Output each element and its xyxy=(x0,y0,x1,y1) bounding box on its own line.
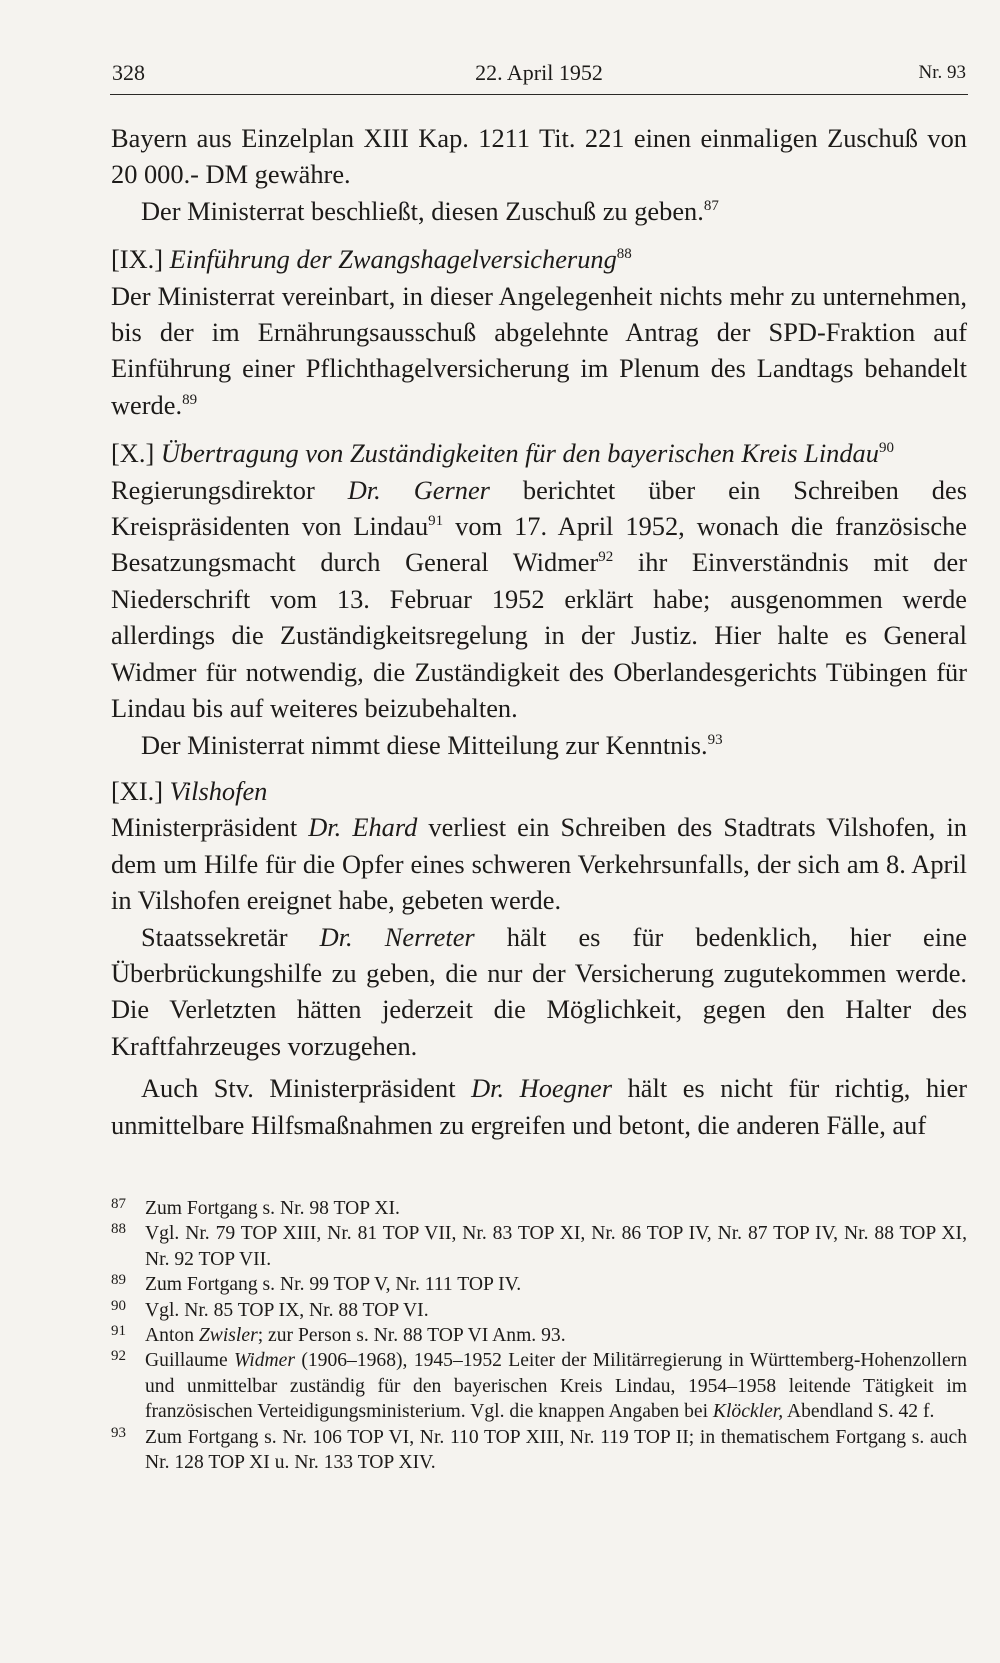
section-title: Vilshofen xyxy=(169,775,268,806)
section-label: [X.] xyxy=(111,438,155,469)
footnote-number: 87 xyxy=(111,1196,126,1212)
text-run: ihr Einverständnis mit der Niederschrift vom 13. Februar 1952 erklärt habe; ausgenommen werde allerdings die Zuständigkeitsregelung in der Justiz. Hier halte es General Widmer für notwendig, die Zuständigkeit des Oberlandesgerichts Tübingen für Lindau bis auf weiteres beizubehalten. xyxy=(111,547,967,724)
paragraph xyxy=(111,727,967,763)
footnote xyxy=(111,1272,967,1297)
footnote-text: Anton xyxy=(145,1325,199,1347)
footnote xyxy=(111,1348,967,1424)
footnote-name: Zwisler xyxy=(198,1325,258,1347)
section-title: Einführung der Zwangshagelversicherung xyxy=(169,244,617,275)
footnote-ref[interactable]: 92 xyxy=(598,549,614,566)
person-name: Gerner xyxy=(413,474,490,505)
text-run: Auch Stv. Ministerpräsident xyxy=(141,1073,472,1104)
footnote-ref[interactable]: 87 xyxy=(703,197,719,214)
paragraph xyxy=(111,472,967,727)
paragraph-text: Bayern aus Einzelplan XIII Kap. 1211 Tit. 221 einen einmaligen Zuschuß von 20 000.- DM gewähre. xyxy=(111,123,967,190)
section-heading-xi xyxy=(111,773,967,809)
text-run: vom 17. April 1952, wonach die französische Besatzungsmacht durch General Widmer xyxy=(111,511,967,578)
footnote-ref[interactable]: 91 xyxy=(428,513,444,530)
footnote-ref[interactable]: 88 xyxy=(616,246,632,263)
footnote-text: Zum Fortgang s. Nr. 98 TOP XI. xyxy=(145,1198,400,1219)
footnote-ref[interactable]: 89 xyxy=(182,391,198,408)
person-title: Dr. xyxy=(471,1073,505,1104)
footnote xyxy=(111,1196,967,1221)
footnote-number: 89 xyxy=(111,1272,126,1289)
header-rule xyxy=(110,94,968,95)
section-heading-x xyxy=(111,435,967,471)
footnotes xyxy=(111,1196,967,1475)
paragraph xyxy=(111,120,967,193)
page-number: 328 xyxy=(112,60,145,85)
footnote-number: 90 xyxy=(111,1297,126,1314)
footnote-text: Vgl. Nr. 79 TOP XIII, Nr. 81 TOP VII, Nr. 83 TOP XI, Nr. 86 TOP IV, Nr. 87 TOP IV, Nr. 88 TOP XI, Nr. 92 TOP VII. xyxy=(145,1223,967,1270)
footnote-text: Vgl. Nr. 85 TOP IX, Nr. 88 TOP VI. xyxy=(145,1299,429,1321)
footnote-text: Zum Fortgang s. Nr. 99 TOP V, Nr. 111 TOP IV. xyxy=(145,1274,522,1296)
paragraph xyxy=(111,278,967,424)
section-title: Übertragung von Zuständigkeiten für den bayerischen Kreis Lindau xyxy=(160,438,879,469)
footnote xyxy=(111,1323,967,1348)
footnote-text: ; zur Person s. Nr. 88 TOP VI Anm. 93. xyxy=(257,1325,566,1347)
text-run: Staatssekretär xyxy=(141,921,320,952)
paragraph xyxy=(111,809,967,918)
header-date: 22. April 1952 xyxy=(475,60,603,85)
paragraph-text: Der Ministerrat vereinbart, in dieser Angelegenheit nichts mehr zu unternehmen, bis der im Ernährungsausschuß abgelehnte Antrag der SPD-Fraktion auf Einführung einer Pflichthagelversicherung im Plenum des Landtags behandelt werde. xyxy=(111,280,967,420)
footnote-ref[interactable]: 93 xyxy=(707,731,723,748)
page-header xyxy=(112,56,966,92)
person-name: Ehard xyxy=(352,812,418,843)
paragraph-text: Der Ministerrat beschließt, diesen Zuschuß zu geben. xyxy=(141,195,704,226)
footnote-text: Abendland S. 42 f. xyxy=(783,1401,935,1423)
text-run: berichtet über ein Schreiben des Kreispräsidenten von Lindau xyxy=(111,474,967,542)
section-label: [IX.] xyxy=(111,244,164,275)
footnote-number: 91 xyxy=(111,1323,126,1340)
footnote-ref[interactable]: 90 xyxy=(878,440,894,457)
footnote xyxy=(111,1298,967,1323)
text-run: verliest ein Schreiben des Stadtrats Vilshofen, in dem um Hilfe für die Opfer eines schweren Verkehrsunfalls, der sich am 8. April in Vilshofen ereignet habe, gebeten werde. xyxy=(111,812,967,916)
footnote-name: Klöckler, xyxy=(712,1401,784,1423)
person-title: Dr. xyxy=(347,474,381,505)
footnote xyxy=(111,1221,967,1272)
footnote-text: Zum Fortgang s. Nr. 106 TOP VI, Nr. 110 TOP XIII, Nr. 119 TOP II; in thematischem Fortgang s. auch Nr. 128 TOP XI u. Nr. 133 TOP XIV. xyxy=(145,1426,967,1474)
paragraph xyxy=(111,193,967,229)
footnote-number: 93 xyxy=(111,1424,126,1441)
person-name: Nerreter xyxy=(384,921,475,952)
person-title: Dr. xyxy=(308,812,342,843)
section-heading-ix xyxy=(111,241,967,277)
issue-number: Nr. 93 xyxy=(918,62,966,83)
paragraph xyxy=(111,1070,967,1143)
body-text xyxy=(111,120,967,1143)
footnote-text: Guillaume xyxy=(145,1350,235,1372)
text-run: Regierungsdirektor xyxy=(111,474,348,505)
person-name: Hoegner xyxy=(519,1073,613,1104)
footnote-number: 92 xyxy=(111,1348,126,1365)
footnote xyxy=(111,1425,967,1476)
text-run: hält es für bedenklich, hier eine Überbrückungshilfe zu geben, die nur der Versicherung zugutekommen werde. Die Verletzten hätten jederzeit die Möglichkeit, gegen den Halter des Kraftfahrzeuges vorzugehen. xyxy=(111,921,967,1061)
paragraph xyxy=(111,919,967,1065)
footnote-number: 88 xyxy=(111,1221,126,1238)
footnote-text: (1906–1968), 1945–1952 Leiter der Militärregierung in Württemberg-Hohenzollern und unmittelbar zuständig für den bayerischen Kreis Lindau, 1954–1958 leitende Tätigkeit im französischen Verteidigungsministerium. Vgl. die knappen Angaben bei xyxy=(145,1350,967,1423)
text-run: hält es nicht für richtig, hier unmittelbare Hilfsmaßnahmen zu ergreifen und betont, die anderen Fälle, auf xyxy=(111,1073,967,1140)
text-run: Ministerpräsident xyxy=(111,812,309,843)
person-title: Dr. xyxy=(319,921,353,952)
section-label: [XI.] xyxy=(111,775,164,806)
footnote-name: Widmer xyxy=(234,1350,295,1372)
paragraph-text: Der Ministerrat nimmt diese Mitteilung zur Kenntnis. xyxy=(141,729,708,760)
